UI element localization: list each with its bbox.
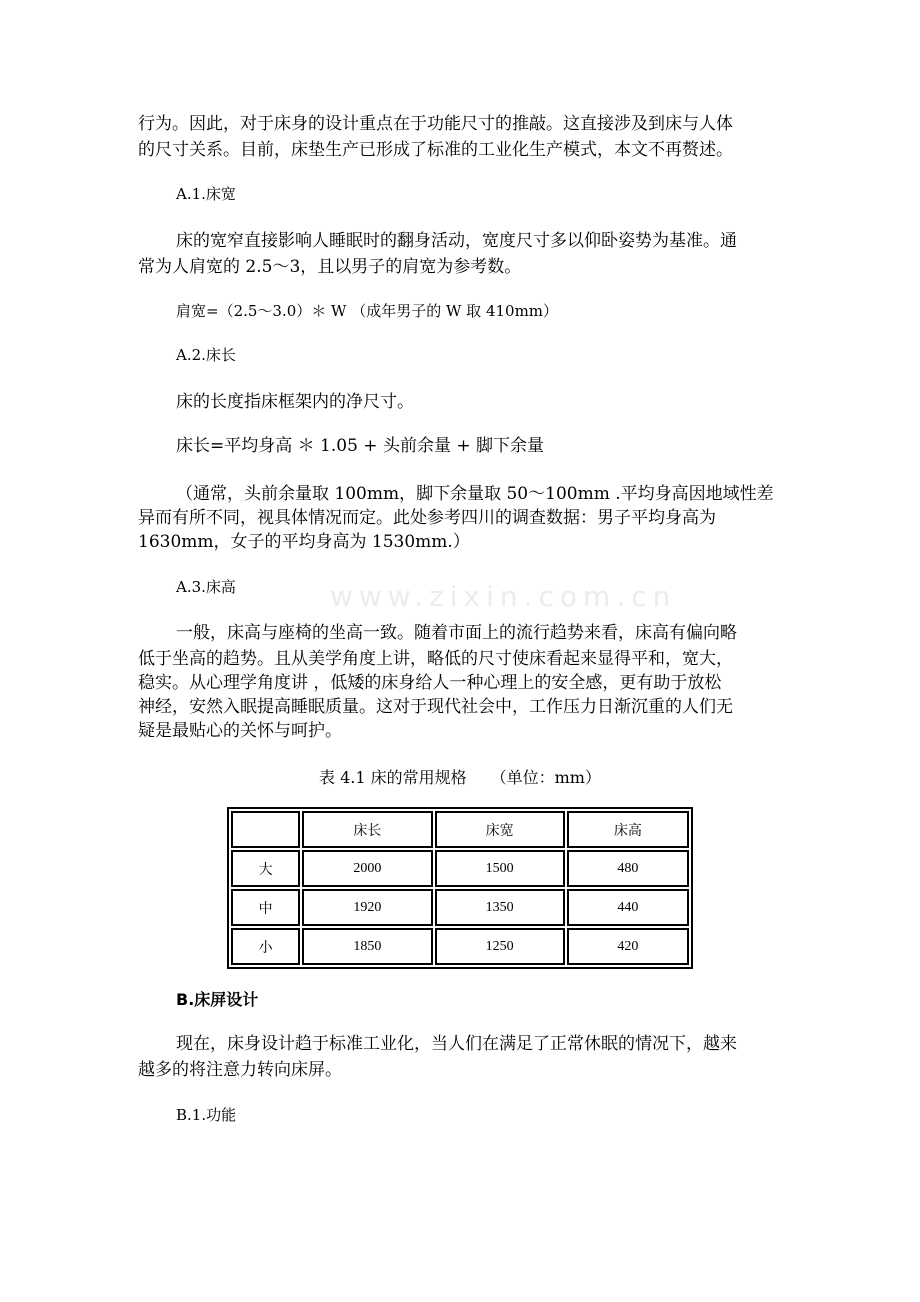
table-header-row [231, 811, 689, 848]
table-cell-length: 1850 [302, 928, 432, 965]
table-cell-length: 2000 [302, 850, 432, 887]
paragraph-line: 常为人肩宽的 2.5～3，且以男子的肩宽为参考数。 [138, 257, 522, 277]
paragraph-line: 现在，床身设计趋于标准工业化，当人们在满足了正常休眠的情况下，越来 [176, 1034, 737, 1054]
table-cell-size: 小 [231, 928, 300, 965]
table-header-cell [231, 811, 300, 848]
watermark: www.zixin.com.cn [330, 580, 677, 613]
table-caption: 表 4.1 床的常用规格 （单位：mm） [319, 768, 601, 787]
paragraph-line: 疑是最贴心的关怀与呵护。 [138, 721, 342, 741]
table-row [231, 928, 689, 965]
section-heading-b1: B.1.功能 [176, 1106, 237, 1124]
paragraph-line: 低于坐高的趋势。且从美学角度上讲，略低的尺寸使床看起来显得平和，宽大， [138, 649, 733, 669]
paragraph-line: 床的宽窄直接影响人睡眠时的翻身活动，宽度尺寸多以仰卧姿势为基准。通 [176, 231, 737, 251]
table-cell-height: 480 [567, 850, 689, 887]
table-cell-size: 中 [231, 889, 300, 926]
paragraph-line: 越多的将注意力转向床屏。 [138, 1060, 342, 1080]
table-row [231, 889, 689, 926]
length-formula: 床长=平均身高 ＊ 1.05 + 头前余量 + 脚下余量 [176, 436, 545, 456]
table-cell-height: 420 [567, 928, 689, 965]
table-cell-height: 440 [567, 889, 689, 926]
table-cell-width: 1350 [435, 889, 565, 926]
section-heading-a3: A.3.床高 [176, 578, 236, 596]
table-row [231, 850, 689, 887]
paragraph-line: （通常，头前余量取 100mm，脚下余量取 50～100mm .平均身高因地域性差 [176, 484, 774, 504]
paragraph-line: 的尺寸关系。目前，床垫生产已形成了标准的工业化生产模式，本文不再赘述。 [138, 140, 733, 160]
width-formula: 肩宽=（2.5～3.0）＊ W （成年男子的 W 取 410mm） [176, 302, 559, 320]
paragraph-line: 稳实。从心理学角度讲 ，低矮的床身给人一种心理上的安全感，更有助于放松 [138, 673, 722, 693]
paragraph-line: 1630mm，女子的平均身高为 1530mm.） [138, 532, 470, 552]
paragraph-line: 异而有所不同，视具体情况而定。此处参考四川的调查数据：男子平均身高为 [138, 508, 716, 528]
section-heading-b: B.床屏设计 [176, 990, 259, 1009]
table-cell-width: 1500 [435, 850, 565, 887]
section-heading-a1: A.1.床宽 [176, 185, 236, 203]
table-cell-width: 1250 [435, 928, 565, 965]
table-header-cell: 床长 [302, 811, 432, 848]
paragraph-line: 一般，床高与座椅的坐高一致。随着市面上的流行趋势来看，床高有偏向略 [176, 623, 737, 643]
table-header-cell: 床宽 [435, 811, 565, 848]
section-heading-a2: A.2.床长 [176, 346, 236, 364]
table-cell-size: 大 [231, 850, 300, 887]
paragraph-line: 行为。因此，对于床身的设计重点在于功能尺寸的推敲。这直接涉及到床与人体 [138, 114, 733, 134]
bed-spec-table [227, 807, 693, 969]
paragraph-line: 神经，安然入眠提高睡眠质量。这对于现代社会中，工作压力日渐沉重的人们无 [138, 697, 733, 717]
table-cell-length: 1920 [302, 889, 432, 926]
table-header-cell: 床高 [567, 811, 689, 848]
paragraph-line: 床的长度指床框架内的净尺寸。 [176, 392, 414, 412]
